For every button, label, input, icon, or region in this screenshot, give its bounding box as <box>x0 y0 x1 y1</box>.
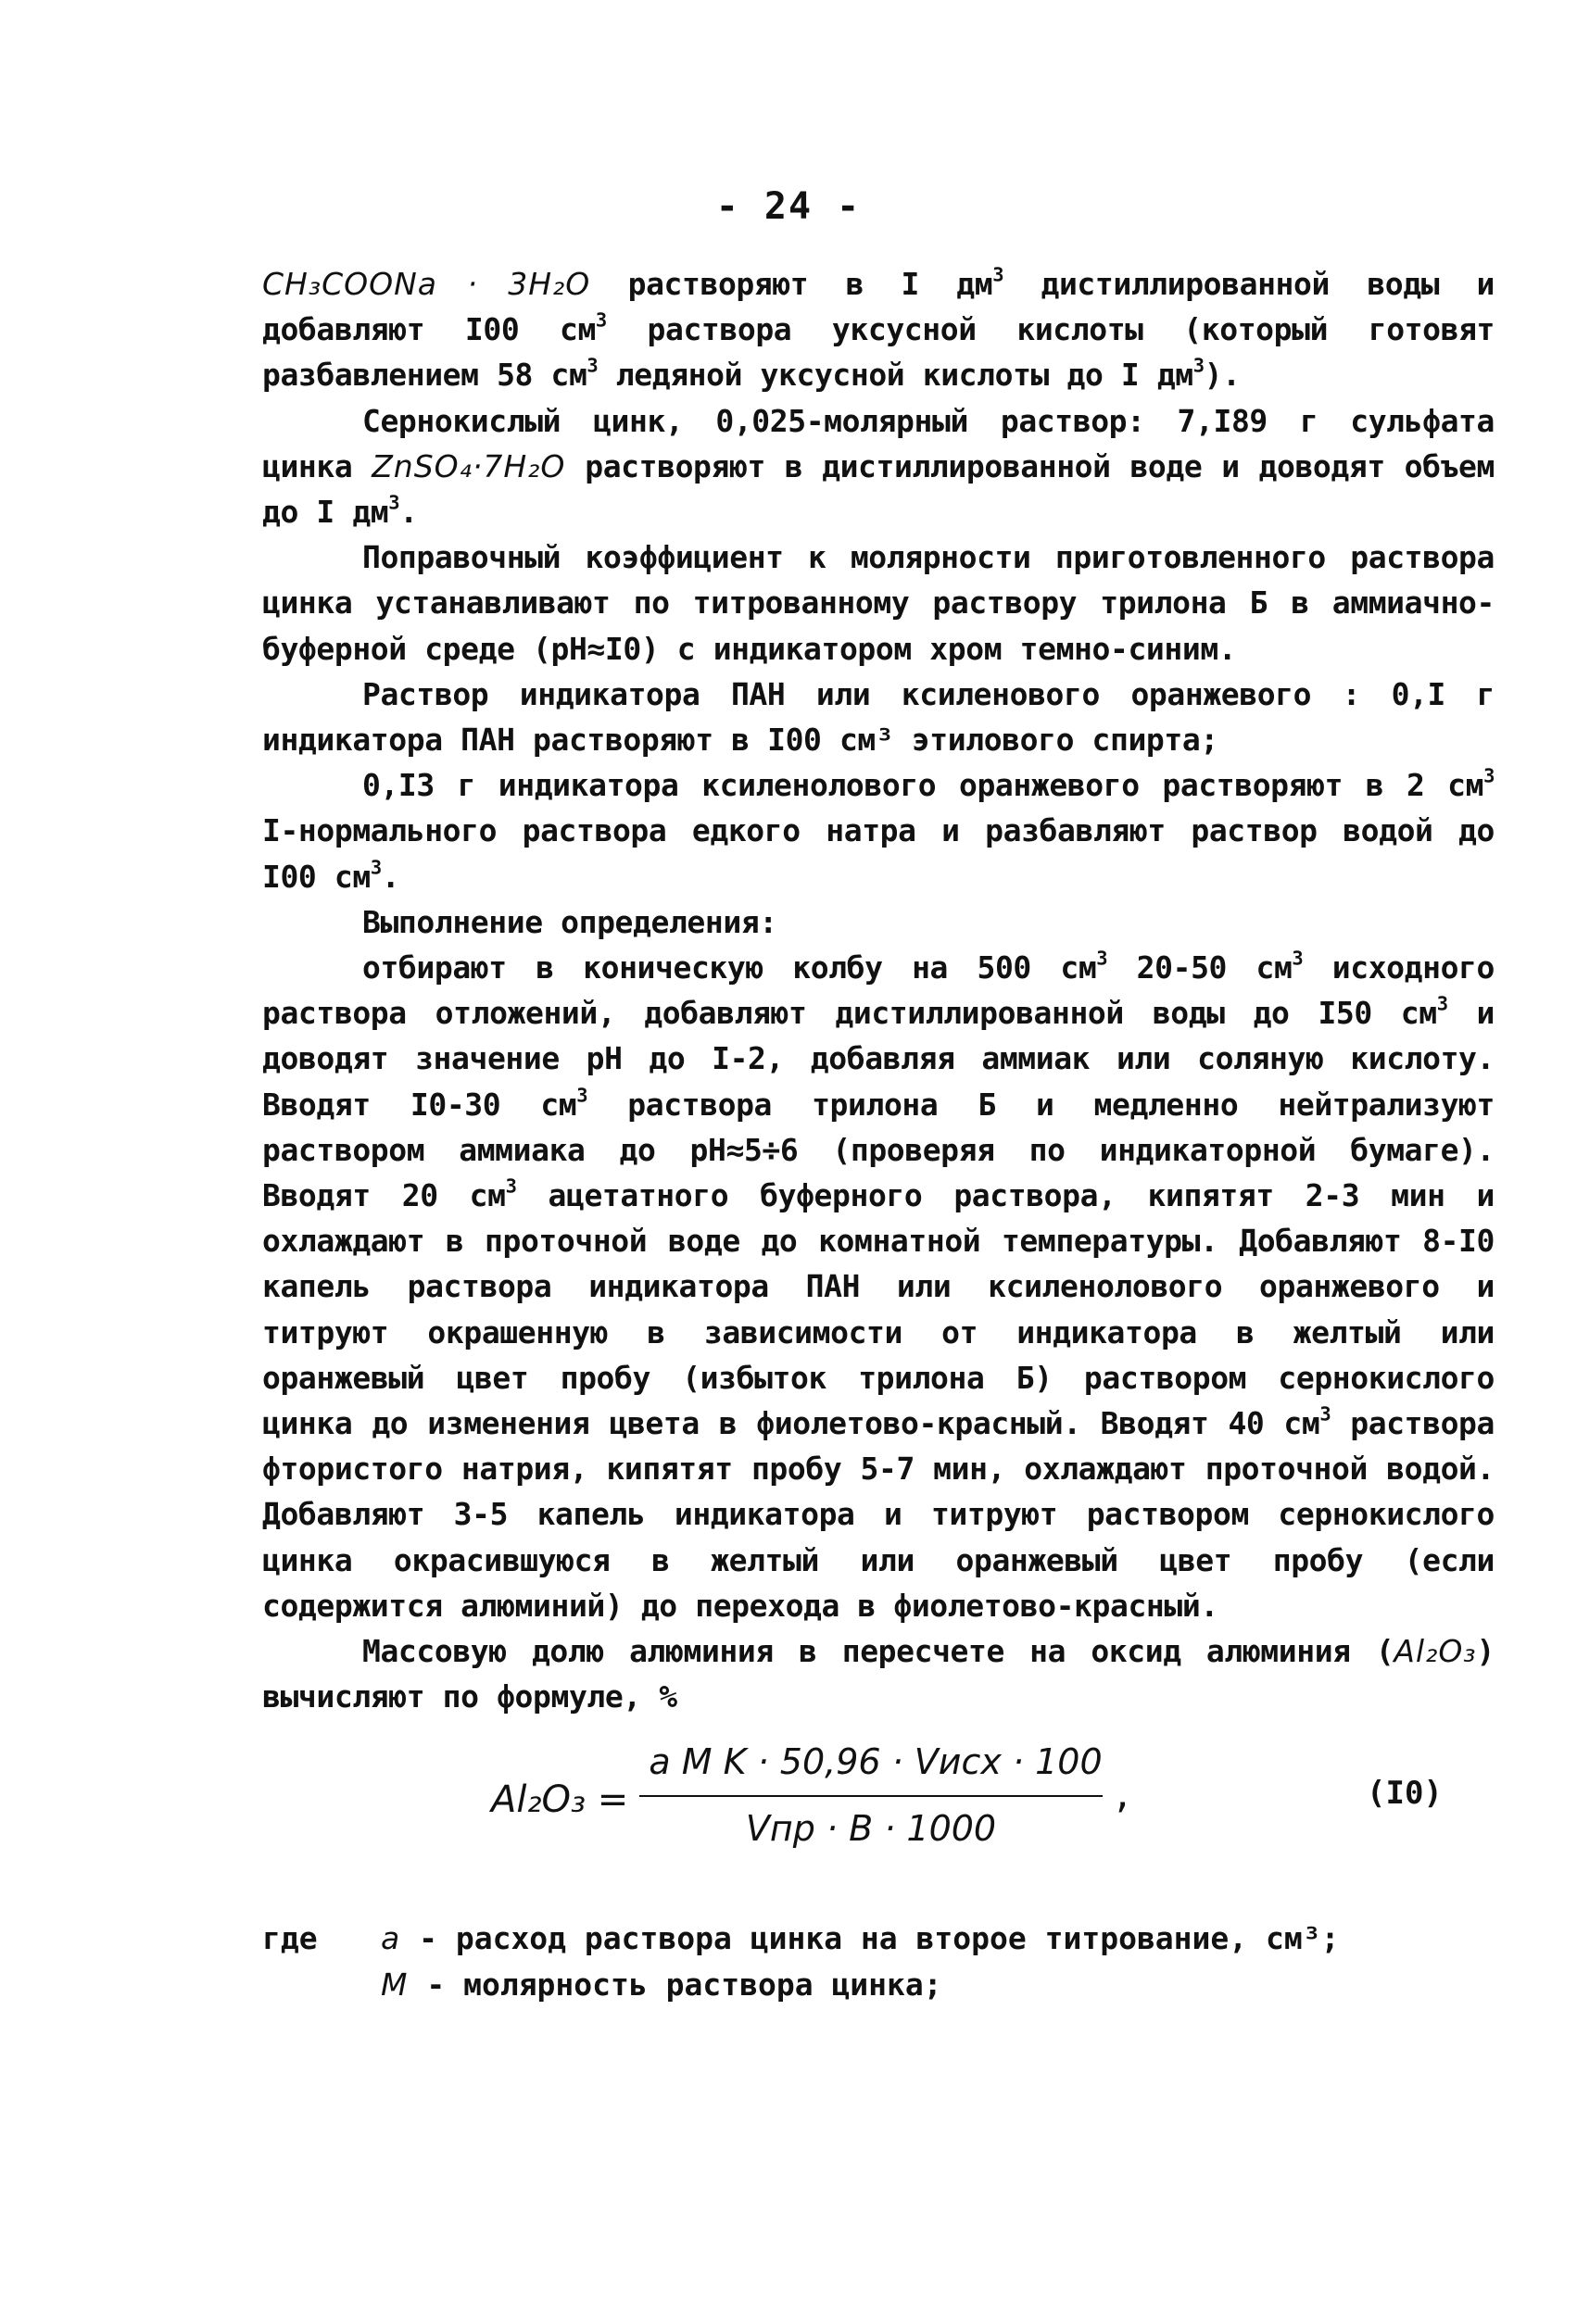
paragraph-mass-fraction: Массовую долю алюминия в пересчете на оксид алюминия (Al₂O₃) вычисляют по формуле, % <box>262 1633 1495 1715</box>
formula-zinc-sulfate: ZnSO₄·7H₂O <box>372 447 566 484</box>
body-text <box>262 261 1495 1720</box>
equation-numerator: a M K · 50,96 · Vисх · 100 <box>649 1741 1103 1782</box>
equation-comma: , <box>1112 1775 1133 1815</box>
equation-10 <box>0 1741 1577 1890</box>
definition-row <box>262 1962 1495 2008</box>
variable-description: - молярность раствора цинка; <box>408 1966 942 2003</box>
equation-number: (I0) <box>1367 1775 1443 1812</box>
equation-lhs: Al₂O₃ = <box>491 1778 629 1821</box>
where-label: где <box>262 1920 318 1956</box>
definition-row <box>262 1916 1495 1962</box>
paragraph-xylenol-orange: 0,I3 г индикатора ксиленолового оранжевого растворяют в 2 $см^3$ I-нормального раствора едкого натра и разбавляют раствор водой до I00 $см^3$. <box>262 764 1495 895</box>
variable-description: - расход раствора цинка на второе титрование, см³; <box>400 1920 1340 1956</box>
formula-alumina: Al₂O₃ <box>1394 1633 1477 1670</box>
paragraph-zinc-sulfate: Сернокислый цинк, 0,025-молярный раствор: 7,I89 г сульфата цинка ZnSO₄·7H₂O растворяют в дистиллированной воде и доводят объем до I $дм^3$. <box>262 402 1495 531</box>
formula-sodium-acetate: CH₃COONa · 3H₂O <box>262 266 591 302</box>
section-heading-procedure: Выполнение определения: <box>362 903 777 940</box>
variable-symbol: M <box>381 1966 409 2003</box>
paragraph-indicator-solution: Раствор индикатора ПАН или ксиленового оранжевого : 0,I г индикатора ПАН растворяют в I00 см³ этилового спирта; <box>262 675 1495 759</box>
equation-denominator: Vпр · B · 1000 <box>745 1808 997 1849</box>
paragraph-correction-factor: Поправочный коэффициент к молярности приготовленного раствора цинка устанавливают по титрованному раствору трилона Б в аммиачно-буферной среде (pH≈I0) с индикатором хром темно-синим. <box>262 539 1495 667</box>
paragraph-sodium-acetate: CH₃COONa · 3H₂O растворяют в I $дм^3$ дистиллированной воды и добавляют I00 $см^3$ раствора уксусной кислоты (который готовят разбавлением 58 $см^3$ ледяной уксусной кислоты до I $дм^3$). <box>262 263 1495 394</box>
paragraph-procedure: отбирают в коническую колбу на 500 $см^3$ 20-50 $см^3$ исходного раствора отложений, добавляют дистиллированной воды до I50 $см^3$ и доводят значение pH до I-2, добавляя аммиак или соляную кислоту. Вводят I0-30 $см^3$ раствора трилона Б и медленно нейтрализуют раствором аммиака до pH≈5÷6 (проверяя по индикаторной бумаге). Вводят 20 $см^3$ ацетатного буферного раствора, кипятят 2-3 мин и охлаждают в проточной воде до комнатной температуры. Добавляют 8-I0 капель раствора индикатора ПАН или ксиленолового оранжевого и титруют окрашенную в зависимости от индикатора в желтый или оранжевый цвет пробу (избыток трилона Б) раствором сернокислого цинка до изменения цвета в фиолетово-красный. Вводят 40 $см^3$ раствора фтористого натрия, кипятят пробу 5-7 мин, охлаждают проточной водой. Добавляют 3-5 капель индикатора и титруют раствором сернокислого цинка окрасившуюся в желтый или оранжевый цвет пробу (если содержится алюминий) до перехода в фиолетово-красный. <box>262 947 1495 1624</box>
variable-symbol: a <box>381 1920 401 1956</box>
fraction-bar <box>639 1795 1103 1797</box>
variable-definitions <box>262 1916 1495 2008</box>
page-number: - 24 - <box>715 185 862 228</box>
